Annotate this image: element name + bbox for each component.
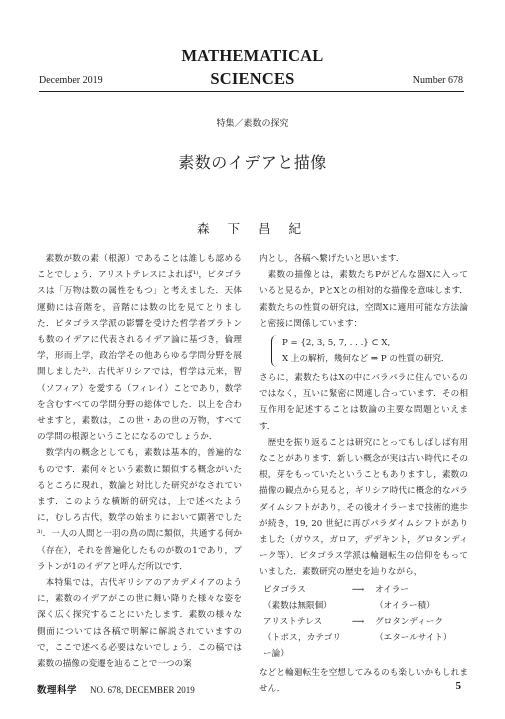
- issue-date: December 2019: [39, 75, 103, 86]
- paragraph: 素数が数の素（根源）であることは誰しも認めることでしょう．アリストテレスによれば¹⁾，ピタゴラスは「万物は数の属性をもつ」と考えました．天体運動には音階を，音階には数の比を見てとりました．ピタゴラス学派の影響を受けた哲学者プラトンも数のイデアに代表されるイデア論に基づき，倫理学，形而上学，政治学その他あらゆる学問分野を展開しました²⁾．古代ギリシアでは，哲学は元来，智（ソフィア）を愛する（フィレイ）ことであり，数学を含むすべての学問分野の総体でした．以上を合わせますと，素数は，この世・あの世の万物，すべての学問の根源ということになるのでしょうか．: [37, 254, 242, 443]
- pair-to: （エタールサイト）: [375, 633, 452, 644]
- paragraph: 歴史を振り返ることは研究にとってもしばしば有用なことがあります．新しい概念が実は古い時代にその根，芽をもっていたということもありますし，素数の描像の観点から見ると，ギリシア時代に概念的なパラダイムシフトがあり，その後オイラーまで技術的進歩が続き，19, 20 世紀に再びパラダイムシフトがありました（ガウス，ガロア，デデキント，グロタンディーク等）．ピタゴラス学派は輪廻転生の信仰をもっていました．素数研究の歴史を辿りながら，: [259, 437, 468, 578]
- pair-row: [263, 614, 468, 630]
- pair-row: [263, 598, 468, 614]
- pair-from: アリストテレス: [263, 617, 323, 628]
- paragraph: 数学内の概念としても，素数は基本的，普遍的なものです．素何々という素数に類似する概念がいたるところに現れ，数論と対比した研究がなされています．このような横断的研究は，上で述べたように，むしろ古代，数学の始まりにおいて顕著でした³⁾．一人の人間と一羽の鳥の間に類似，共通する何か（存在），それを普遍化したものが数の1であり，プラトンが1のイデアと呼んだ所以です．: [37, 448, 242, 572]
- special-feature-label: 特集／素数の探究: [216, 119, 289, 129]
- issue-number: Number 678: [412, 75, 463, 86]
- pair-to: オイラー: [375, 584, 409, 595]
- header-rule: [39, 91, 464, 92]
- paragraph: などと輪廻転生を空想してみるのも楽しいかもしれません．: [259, 667, 468, 694]
- masthead-title-line1: MATHEMATICAL: [181, 46, 324, 65]
- footer-journal: [37, 682, 195, 696]
- left-column: [37, 251, 242, 672]
- article-title: 素数のイデアと描像: [178, 153, 327, 172]
- pair-to: グロタンディーク: [375, 617, 444, 628]
- pair-to: （オイラー積）: [375, 600, 435, 611]
- arrow-icon: ⟶: [351, 584, 365, 595]
- pair-from: ピタゴラス: [263, 584, 306, 595]
- math-line: P = {2, 3, 5, 7, . . .} ⊂ X,: [282, 338, 391, 349]
- math-line: X 上の解析，幾何など ⇒ P の性質の研究．: [282, 354, 450, 365]
- pair-from: （素数は無限個）: [263, 600, 332, 611]
- masthead-title-line2: SCIENCES: [210, 69, 295, 88]
- left-brace: [271, 335, 277, 367]
- pair-from: （トポス，カテゴリー論）: [263, 633, 341, 660]
- journal-name: 数理科学: [37, 685, 78, 696]
- page-number: 5: [455, 680, 461, 692]
- paragraph: さらに，素数たちはXの中にバラバラに住んでいるのではなく，互いに緊密に関連し合っています．その相互作用を記述することは数論の主要な問題といえます．: [259, 373, 468, 432]
- pair-spacer: [341, 630, 375, 662]
- math-display: [271, 335, 468, 367]
- pair-spacer: [341, 598, 375, 614]
- paragraph: 素数の描像とは，素数たちPがどんな器Xに入っていると見るか，PとXとの相対的な描像を意味します．素数たちの性質の研究は，空間Xに適用可能な方法論と密接に関係しています：: [259, 270, 468, 329]
- reincarnation-pairs: [263, 582, 468, 663]
- pair-row: [263, 582, 468, 598]
- paragraph: 本特集では，古代ギリシアのアカデメイアのように，素数のイデアがこの世に舞い降りた様々な姿を深く広く探究することにいたします．素数の様々な側面については各稿で明解に解説されていますので，ここで述べる必要はないでしょう．この稿では素数の描像の変遷を辿ることで一つの案: [37, 578, 242, 670]
- pair-row: [263, 630, 468, 662]
- right-column: [259, 251, 468, 697]
- arrow-icon: ⟶: [351, 617, 365, 628]
- paragraph: 内とし，各稿へ繋げたいと思います．: [259, 254, 405, 264]
- footer-issue: NO. 678, DECEMBER 2019: [90, 685, 195, 695]
- article-author: 森 下 昌 紀: [197, 221, 308, 236]
